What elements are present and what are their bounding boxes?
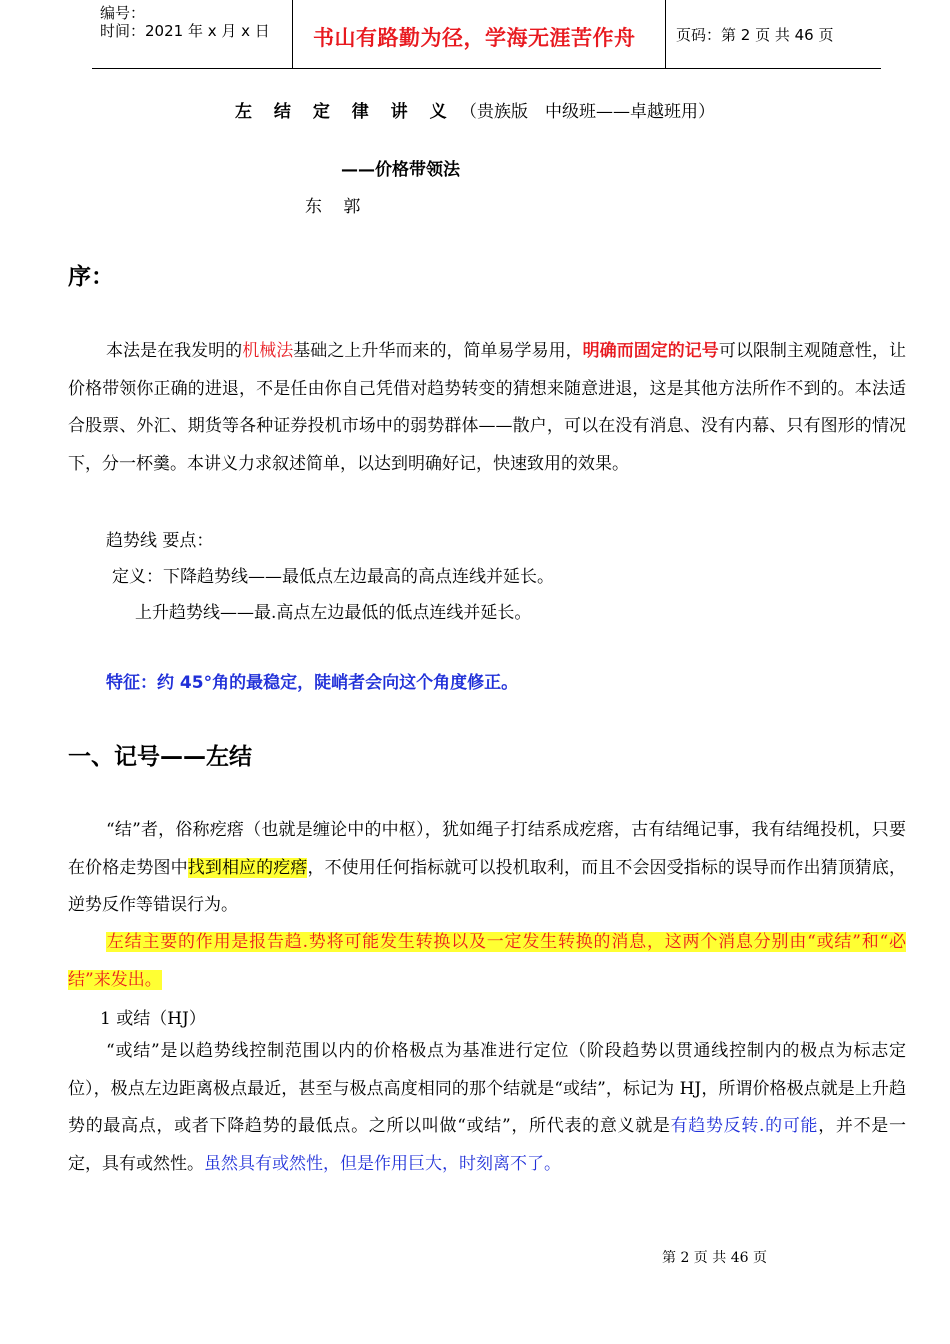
- left-knot-purpose-paragraph: [68, 924, 906, 999]
- doc-number-label: 编号：: [100, 4, 146, 22]
- title-edition: （贵族版 中级班——卓越班用）: [460, 102, 715, 122]
- doc-title: [0, 97, 950, 122]
- doc-time-label: 时间：2021 年 x 月 x 日: [100, 22, 270, 40]
- section1-paragraph: “结”者，俗称疙瘩（也就是缠论中的中枢），犹如绳子打结系成疙瘩，古有结绳记事，我有结绳投机，只要在价格走势图中找到相应的疙瘩，不使用任何指标就可以投机取利，而且不会因受指标的误导而作出猜顶猜底，逆势反作等错误行为。: [68, 820, 907, 915]
- mechanical-method-term: 机械法: [242, 341, 294, 361]
- header-divider: [292, 0, 293, 68]
- page-info: 页码：第 2 页 共 46 页: [676, 26, 834, 44]
- hj-subheading: 1 或结（HJ）: [100, 1009, 206, 1029]
- reversal-possibility-text: 有趋势反转.的可能: [670, 1116, 819, 1136]
- title-main: 左 结 定 律 讲 义: [235, 102, 455, 122]
- hj-paragraph: “或结”是以趋势线控制范围以内的价格极点为基准进行定位（阶段趋势以贯通线控制内的极点为标志定位），极点左边距离极点最近，甚至与极点高度相同的那个结就是“或结”，标记为 HJ，所谓价格极点就是上升趋势的最高点，或者下降趋势的最低点。之所以叫做“或结”，所代表的意义就是有趋势反转.的可能，并不是一定，具有或然性。虽然具有或然性，但是作用巨大，时刻离不了。: [68, 1041, 907, 1174]
- header-motto: 书山有路勤为径，学海无涯苦作舟: [313, 26, 636, 50]
- doc-subtitle: ——价格带领法: [341, 160, 460, 180]
- section1-heading: 一、记号——左结: [68, 744, 252, 770]
- trendline-def-up: 上升趋势线——最.高点左边最低的低点连线并延长。: [135, 603, 532, 623]
- highlight-find-knot: 找到相应的疙瘩: [187, 857, 308, 878]
- highlight-left-knot-purpose: 左结主要的作用是报告趋.势将可能发生转换以及一定发生转换的消息，这两个消息分别由“或结”和“必结”来发出。: [68, 932, 906, 990]
- trendline-points: 趋势线 要点：: [106, 531, 214, 551]
- preface-paragraph: 本法是在我发明的机械法基础之上升华而来的，简单易学易用，明确而固定的记号可以限制主观随意性，让价格带领你正确的进退，不是任由你自己凭借对趋势转变的猜想来随意进退，这是其他方法所作不到的。本法适合股票、外汇、期货等各种证券投机市场中的弱势群体——散户，可以在没有消息、没有内幕、只有图形的情况下，分一杯羹。本讲义力求叙述简单，以达到明确好记，快速致用的效果。: [68, 341, 907, 474]
- header-divider: [665, 0, 666, 68]
- trendline-def-down: 定义：下降趋势线——最低点左边最高的高点连线并延长。: [112, 567, 554, 587]
- page-footer: 第 2 页 共 46 页: [662, 1250, 767, 1266]
- trendline-feature: 特征：约 45°角的最稳定，陡峭者会向这个角度修正。: [106, 673, 519, 693]
- preface-heading: 序：: [68, 264, 114, 290]
- fixed-mark-term: 明确而固定的记号: [582, 341, 719, 361]
- doc-author: 东 郭: [305, 197, 369, 217]
- hj-importance-text: 虽然具有或然性，但是作用巨大，时刻离不了。: [204, 1153, 561, 1174]
